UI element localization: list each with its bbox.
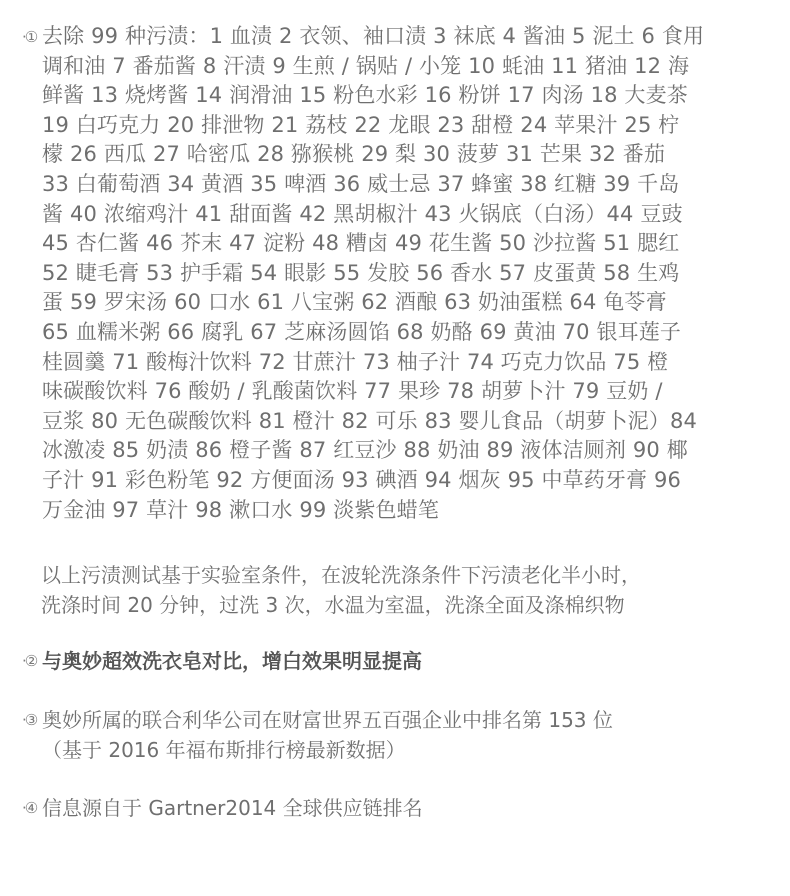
text-line: 与奥妙超效洗衣皂对比，增白效果明显提高: [42, 649, 422, 673]
text-line: 味碳酸饮料 76 酸奶 / 乳酸菌饮料 77 果珍 78 胡萝卜汁 79 豆奶 /: [42, 379, 663, 404]
whitening-claim-text: [42, 646, 782, 676]
text-line: 洗涤时间 20 分钟，过洗 3 次，水温为室温，洗涤全面及涤棉织物: [41, 593, 625, 617]
text-line: 19 白巧克力 20 排泄物 21 荔枝 22 龙眼 23 甜橙 24 苹果汁 25 柠: [42, 112, 680, 137]
footnote-4: [22, 793, 782, 823]
text-line: 信息源自于 Gartner2014 全球供应链排名: [42, 796, 423, 820]
stain-list-text: [42, 22, 782, 525]
text-line: 33 白葡萄酒 34 黄酒 35 啤酒 36 威士忌 37 蜂蜜 38 红糖 39 千岛: [42, 171, 680, 196]
test-conditions-note: [41, 560, 786, 620]
text-line: 子汁 91 彩色粉笔 92 方便面汤 93 碘酒 94 烟灰 95 中草药牙膏 96: [42, 467, 682, 492]
text-line: 去除 99 种污渍：1 血渍 2 衣领、袖口渍 3 袜底 4 酱油 5 泥土 6 食用: [42, 24, 705, 48]
text-line: 蛋 59 罗宋汤 60 口水 61 八宝粥 62 酒酿 63 奶油蛋糕 64 龟苓膏: [42, 290, 667, 315]
text-line: 豆浆 80 无色碳酸饮料 81 橙汁 82 可乐 83 婴儿食品（胡萝卜泥）84: [42, 408, 698, 433]
footnote-marker: ·①: [22, 28, 37, 46]
footnote-marker: ·④: [22, 799, 37, 817]
text-line: 52 睫毛膏 53 护手霜 54 眼影 55 发胶 56 香水 57 皮蛋黄 58 生鸡: [42, 260, 680, 285]
text-line: 冰激凌 85 奶渍 86 橙子酱 87 红豆沙 88 奶油 89 液体洁厕剂 90 椰: [42, 438, 688, 463]
footnote-2: [22, 646, 782, 676]
text-line: 以上污渍测试基于实验室条件，在波轮洗涤条件下污渍老化半小时，: [41, 563, 641, 587]
company-ranking-text: [42, 705, 782, 765]
footnote-1: [22, 22, 782, 525]
footnote-marker: ·③: [22, 711, 37, 729]
text-line: 奥妙所属的联合利华公司在财富世界五百强企业中排名第 153 位: [42, 708, 613, 732]
footnote-marker: ·②: [22, 652, 37, 670]
text-line: 檬 26 西瓜 27 哈密瓜 28 猕猴桃 29 梨 30 菠萝 31 芒果 32 番茄: [42, 142, 666, 167]
text-line: 桂圆羹 71 酸梅汁饮料 72 甘蔗汁 73 柚子汁 74 巧克力饮品 75 橙: [42, 349, 669, 374]
text-line: 酱 40 浓缩鸡汁 41 甜面酱 42 黑胡椒汁 43 火锅底（白汤）44 豆豉: [42, 201, 683, 226]
footnote-3: [22, 705, 782, 765]
source-text: [42, 793, 782, 823]
text-line: 65 血糯米粥 66 腐乳 67 芝麻汤圆馅 68 奶酪 69 黄油 70 银耳莲子: [42, 319, 682, 344]
text-line: 鲜酱 13 烧烤酱 14 润滑油 15 粉色水彩 16 粉饼 17 肉汤 18 大麦茶: [42, 83, 688, 108]
text-line: 万金油 97 草汁 98 漱口水 99 淡紫色蜡笔: [42, 497, 439, 522]
text-line: 45 杏仁酱 46 芥末 47 淀粉 48 糟卤 49 花生酱 50 沙拉酱 51 腮红: [42, 231, 680, 256]
text-line: （基于 2016 年福布斯排行榜最新数据）: [42, 738, 406, 762]
text-line: 调和油 7 番茄酱 8 汗渍 9 生煎 / 锅贴 / 小笼 10 蚝油 11 猪油 12 海: [42, 53, 690, 78]
